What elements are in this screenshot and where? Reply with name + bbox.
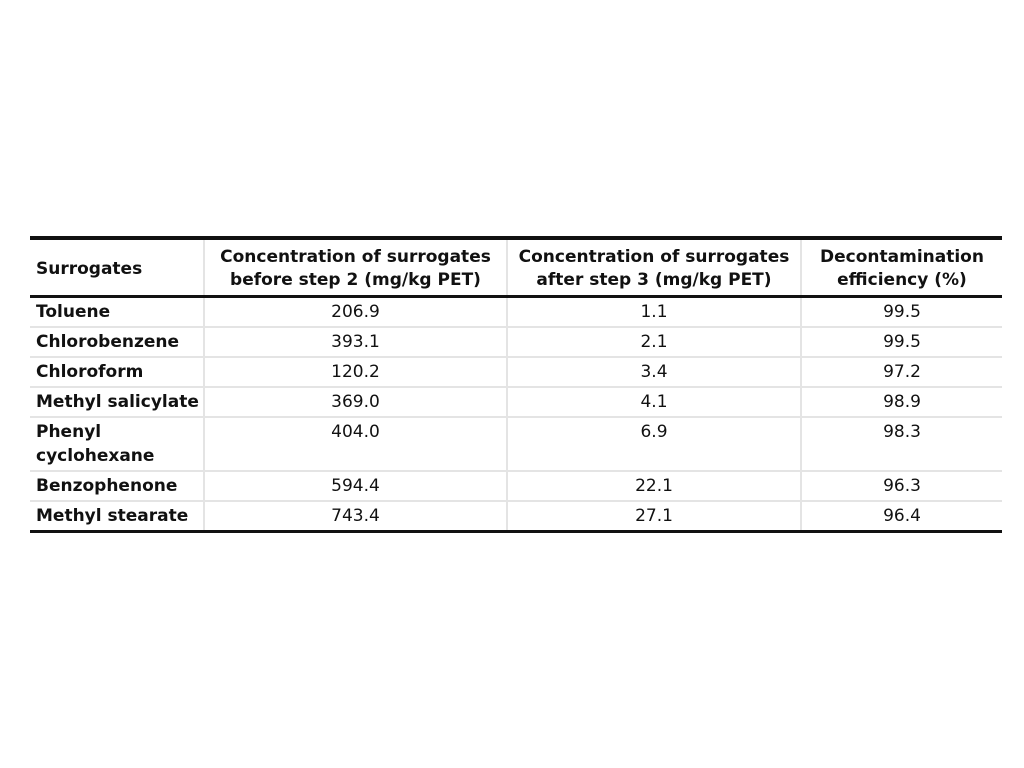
table-row [30, 417, 1002, 471]
cell-before: 206.9 [204, 297, 507, 328]
decontamination-table [30, 236, 1002, 533]
cell-after: 1.1 [507, 297, 801, 328]
cell-after: 6.9 [507, 417, 801, 471]
cell-efficiency: 97.2 [801, 357, 1002, 387]
header-decontamination-efficiency: Decontamination efficiency (%) [801, 238, 1002, 297]
cell-surrogate: Chloroform [30, 357, 204, 387]
cell-surrogate: Phenyl cyclohexane [30, 417, 204, 471]
cell-after: 3.4 [507, 357, 801, 387]
cell-before: 404.0 [204, 417, 507, 471]
cell-surrogate: Methyl stearate [30, 501, 204, 532]
cell-after: 2.1 [507, 327, 801, 357]
cell-surrogate: Benzophenone [30, 471, 204, 501]
cell-efficiency: 98.3 [801, 417, 1002, 471]
cell-after: 22.1 [507, 471, 801, 501]
cell-efficiency: 99.5 [801, 297, 1002, 328]
table-row [30, 471, 1002, 501]
cell-efficiency: 99.5 [801, 327, 1002, 357]
cell-before: 594.4 [204, 471, 507, 501]
table-row [30, 387, 1002, 417]
cell-before: 393.1 [204, 327, 507, 357]
table-row [30, 327, 1002, 357]
cell-after: 27.1 [507, 501, 801, 532]
cell-before: 743.4 [204, 501, 507, 532]
cell-surrogate: Methyl salicylate [30, 387, 204, 417]
table-row [30, 501, 1002, 532]
table-header-row [30, 238, 1002, 297]
header-concentration-after: Concentration of surrogates after step 3 (mg/kg PET) [507, 238, 801, 297]
table-row [30, 357, 1002, 387]
cell-surrogate: Toluene [36, 302, 111, 322]
cell-surrogate: Chlorobenzene [30, 327, 204, 357]
table-row [30, 297, 1002, 328]
cell-before: 120.2 [204, 357, 507, 387]
cell-before: 369.0 [204, 387, 507, 417]
cell-efficiency: 96.4 [801, 501, 1002, 532]
header-concentration-before: Concentration of surrogates before step 2 (mg/kg PET) [204, 238, 507, 297]
header-surrogates: Surrogates [36, 258, 143, 279]
cell-efficiency: 96.3 [801, 471, 1002, 501]
cell-after: 4.1 [507, 387, 801, 417]
cell-efficiency: 98.9 [801, 387, 1002, 417]
